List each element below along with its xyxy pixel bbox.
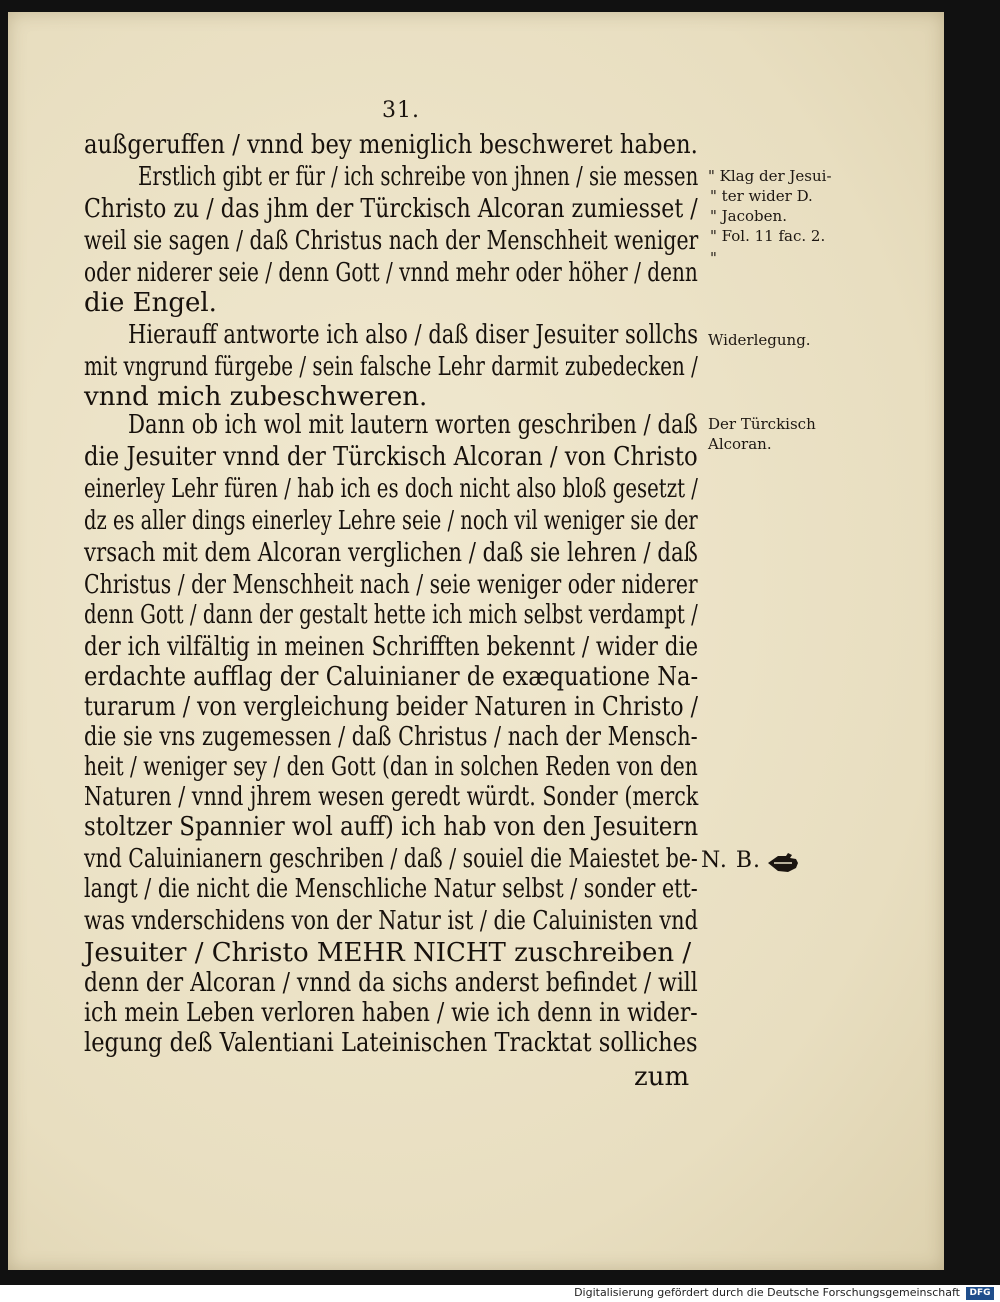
text-line: denn der Alcoran / vnnd da sichs anderst befindet / will [84, 968, 698, 998]
margin-note-line: " Jacoben. [710, 207, 787, 225]
margin-note-line: " ter wider D. [710, 187, 813, 205]
text-line: die sie vns zugemessen / daß Christus / nach der Mensch- [84, 722, 698, 752]
dfg-credit: Digitalisierung gefördert durch die Deutsche Forschungsgemeinschaft [574, 1286, 960, 1299]
page-number: 31. [382, 98, 420, 123]
text-line: heit / weniger sey / den Gott (dan in solchen Reden von den [84, 752, 698, 782]
margin-note-nb: N. B. [701, 848, 761, 873]
text-line: außgeruffen / vnnd bey meniglich beschweret haben. [84, 130, 698, 160]
text-line: Dann ob ich wol mit lautern worten geschriben / daß [128, 410, 698, 440]
text-line: Christo zu / das jhm der Türckisch Alcoran zumiesset / [84, 194, 698, 224]
text-line: vnd Caluinianern geschriben / daß / souiel die Maiestet be- [84, 844, 698, 874]
text-line: einerley Lehr füren / hab ich es doch nicht also bloß gesetzt / [84, 474, 698, 504]
text-line: mit vngrund fürgebe / sein falsche Lehr darmit zubedecken / [84, 352, 698, 382]
book-page [8, 12, 944, 1270]
text-line: dz es aller dings einerley Lehre seie / noch vil weniger sie der [84, 506, 698, 536]
text-line: Erstlich gibt er für / ich schreibe von jhnen / sie messen [138, 162, 699, 192]
margin-note-line: Alcoran. [708, 435, 772, 453]
margin-note-line: " Fol. 11 fac. 2. [710, 227, 826, 245]
text-line: die Jesuiter vnnd der Türckisch Alcoran / von Christo [84, 442, 698, 472]
dfg-logo: DFG [966, 1287, 994, 1300]
text-line: turarum / von vergleichung beider Naturen in Christo / [84, 692, 698, 722]
margin-note-line: Der Türckisch [708, 415, 816, 433]
text-line: stoltzer Spannier wol auff) ich hab von den Jesuitern [84, 812, 699, 842]
text-line: legung deß Valentiani Lateinischen Tracktat solliches [84, 1028, 698, 1058]
text-line: Hierauff antworte ich also / daß diser Jesuiter sollchs [128, 320, 699, 350]
text-line: vnnd mich zubeschweren. [84, 382, 428, 412]
text-line: die Engel. [84, 288, 217, 318]
text-line: vrsach mit dem Alcoran verglichen / daß sie lehren / daß [84, 538, 698, 568]
margin-note-line: " Klag der Jesui- [708, 167, 832, 185]
text-line: weil sie sagen / daß Christus nach der Menschheit weniger [84, 226, 699, 256]
text-line: der ich vilfältig in meinen Schrifften bekennt / wider die [84, 632, 699, 662]
text-line: denn Gott / dann der gestalt hette ich mich selbst verdampt / [84, 600, 698, 630]
text-line: ich mein Leben verloren haben / wie ich denn in wider- [84, 998, 698, 1028]
text-line: langt / die nicht die Menschliche Natur selbst / sonder ett- [84, 874, 698, 904]
margin-note-widerlegung: Widerlegung. [708, 331, 811, 349]
text-line: Christus / der Menschheit nach / seie weniger oder niderer [84, 570, 698, 600]
dfg-footer [0, 1285, 1000, 1302]
text-line: Jesuiter / Christo MEHR NICHT zuschreiben / [84, 938, 692, 968]
text-line: Naturen / vnnd jhrem wesen geredt würdt. Sonder (merck [84, 782, 699, 812]
text-line: zum [634, 1062, 690, 1092]
text-line: oder niderer seie / denn Gott / vnnd mehr oder höher / denn [84, 258, 698, 288]
text-line: erdachte aufflag der Caluinianer de exæquatione Na- [84, 662, 699, 692]
margin-note-line: " [710, 249, 717, 267]
pointing-hand-icon [766, 850, 800, 876]
text-line: was vnderschidens von der Natur ist / die Caluinisten vnd [84, 906, 698, 936]
